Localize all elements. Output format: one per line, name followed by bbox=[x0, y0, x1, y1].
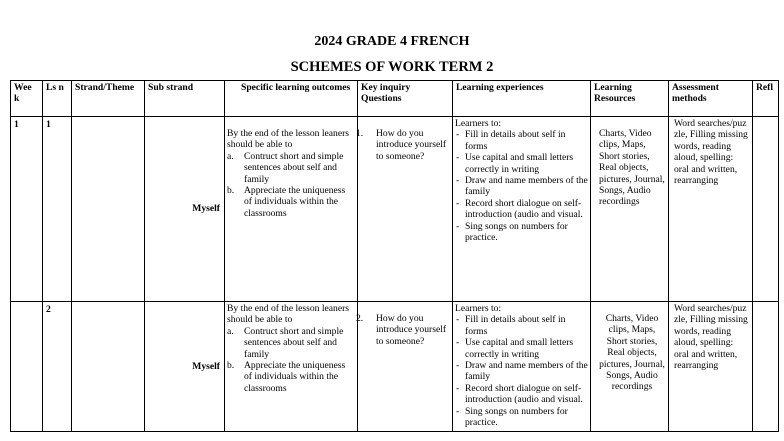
outcome-item: b. Appreciate the uniqueness of individuals within the classrooms bbox=[227, 360, 346, 394]
document-subtitle: SCHEMES OF WORK TERM 2 bbox=[290, 59, 494, 75]
header-questions: Key inquiry Questions bbox=[358, 81, 453, 117]
outcomes-intro: By the end of the lesson leaners should be able to bbox=[227, 303, 350, 326]
assessment-cell: Word searches/puz zle, Filling missing words, reading aloud, spelling: oral and written, rearranging bbox=[669, 117, 753, 302]
header-experiences: Learning experiences bbox=[453, 81, 591, 117]
question-item: 2. How do you introduce yourself to someone? bbox=[356, 313, 447, 347]
outcomes-cell bbox=[225, 302, 358, 432]
header-sub-strand: Sub strand bbox=[145, 81, 225, 117]
assessment-cell: Word searches/puz zle, Filling missing words, reading aloud, spelling: oral and written, rearranging bbox=[669, 302, 753, 432]
experiences-intro: Learners to: bbox=[455, 118, 502, 129]
experience-item: - Sing songs on numbers for practice. bbox=[456, 405, 568, 429]
reflection-cell bbox=[753, 117, 779, 302]
outcomes-intro: By the end of the lesson leaners should be able to bbox=[227, 128, 350, 151]
table-row bbox=[11, 117, 779, 302]
sub-strand-cell: Myself bbox=[145, 302, 225, 432]
schemes-table bbox=[10, 80, 779, 432]
experience-item: - Draw and name members of the family bbox=[456, 175, 588, 198]
experience-item: - Use capital and small letters correctly in writing bbox=[456, 337, 574, 360]
experience-item: - Draw and name members of the family bbox=[456, 360, 588, 383]
header-reflection: Refl bbox=[753, 81, 779, 117]
table-header-row bbox=[11, 81, 779, 117]
experience-item: - Record short dialogue on self-introduction (audio and visual. bbox=[456, 382, 583, 406]
week-cell bbox=[11, 302, 43, 432]
header-resources: Learning Resources bbox=[591, 81, 669, 117]
experiences-intro: Learners to: bbox=[455, 303, 502, 314]
question-item: 1. How do you introduce yourself to someone? bbox=[356, 128, 447, 162]
outcome-item: a. Contruct short and simple sentences about self and family bbox=[227, 325, 344, 360]
question-cell bbox=[358, 302, 453, 432]
table-row bbox=[11, 302, 779, 432]
strand-cell bbox=[72, 117, 145, 302]
lesson-cell: 1 bbox=[43, 117, 72, 302]
experience-item: - Fill in details about self in forms bbox=[456, 129, 566, 152]
header-assessment: Assessment methods bbox=[669, 81, 753, 117]
resources-cell: Charts, Video clips, Maps, Short stories, Real objects, pictures, Journal, Songs, Audio recordings bbox=[591, 302, 669, 432]
lesson-cell: 2 bbox=[43, 302, 72, 432]
resources-cell: Charts, Video clips, Maps, Short stories, Real objects, pictures, Journal, Songs, Audio recordings bbox=[591, 117, 669, 302]
header-lesson: Ls n bbox=[43, 81, 72, 117]
experiences-cell bbox=[453, 302, 591, 432]
week-cell: 1 bbox=[11, 117, 43, 302]
sub-strand-cell: Myself bbox=[145, 117, 225, 302]
experience-item: - Sing songs on numbers for practice. bbox=[456, 220, 568, 244]
experience-item: - Fill in details about self in forms bbox=[456, 314, 566, 337]
experience-item: - Record short dialogue on self-introduction (audio and visual. bbox=[456, 197, 583, 221]
experiences-cell bbox=[453, 117, 591, 302]
outcome-item: b. Appreciate the uniqueness of individuals within the classrooms bbox=[227, 185, 346, 219]
outcome-item: a. Contruct short and simple sentences about self and family bbox=[227, 150, 344, 185]
strand-cell bbox=[72, 302, 145, 432]
header-outcomes: Specific learning outcomes bbox=[225, 81, 358, 117]
header-week: Wee k bbox=[11, 81, 43, 117]
experience-item: - Use capital and small letters correctly in writing bbox=[456, 152, 574, 175]
question-cell bbox=[358, 117, 453, 302]
reflection-cell bbox=[753, 302, 779, 432]
header-strand: Strand/Theme bbox=[72, 81, 145, 117]
document-title: 2024 GRADE 4 FRENCH bbox=[314, 34, 470, 49]
outcomes-cell bbox=[225, 117, 358, 302]
